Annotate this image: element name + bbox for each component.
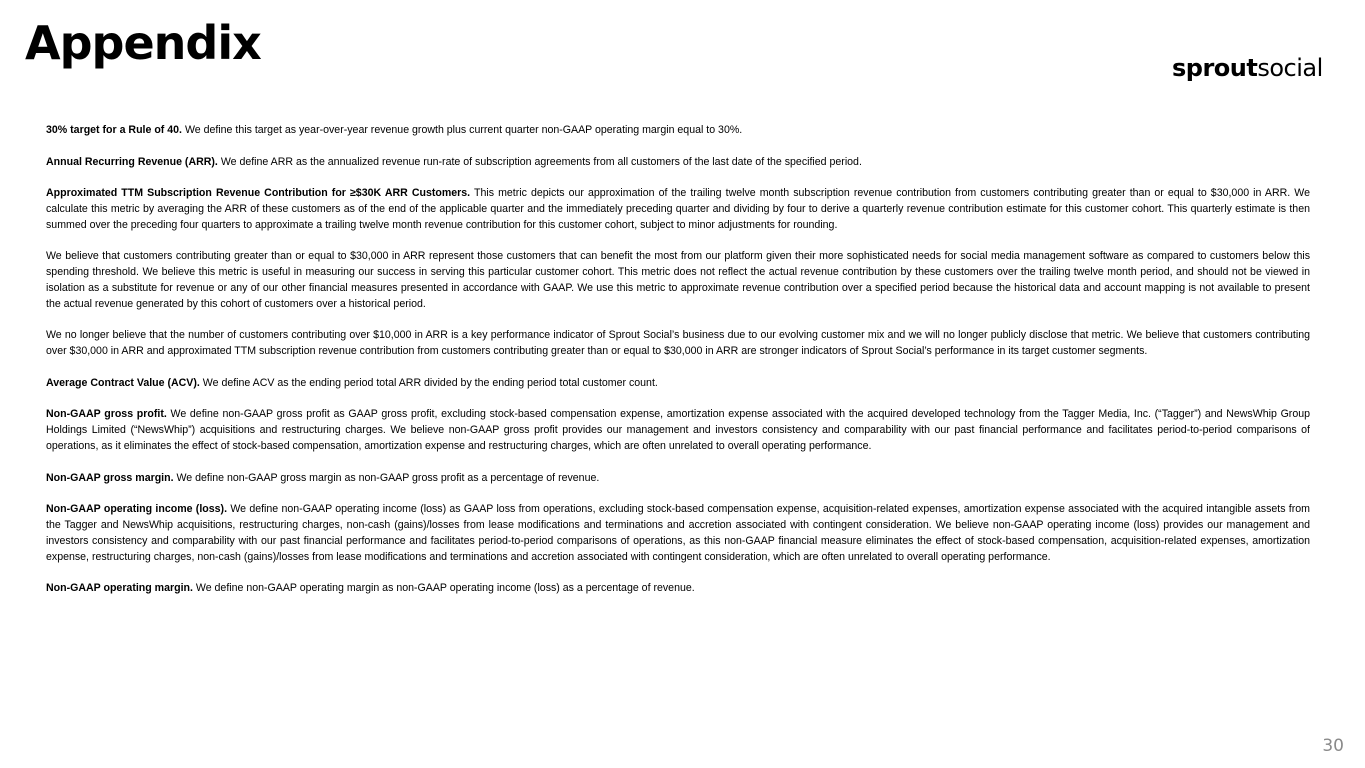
definition-text: This metric depicts our approximation of the trailing twelve month subscription revenue contribution from customers contributing greater than or equal to $30,000 in ARR. We calculate this metric by averaging the ARR of these customers as of the end of the applicable quarter and the immediately preceding quarter and dividing by four to derive a quarterly revenue contribution estimate for this customer cohort. This quarterly estimate is then summed over the preceding four quarters to approximate a trailing twelve month revenue contribution for this customer cohort, subject to minor adjustments for rounding. bbox=[46, 187, 1310, 231]
definition-term: Non-GAAP operating income (loss). bbox=[46, 503, 228, 516]
definition-term: Annual Recurring Revenue (ARR). bbox=[46, 155, 218, 168]
sprout-social-logo bbox=[1172, 56, 1323, 80]
definition-text: We define non-GAAP operating margin as non-GAAP operating income (loss) as a percentage of revenue. bbox=[192, 582, 695, 595]
definition-non-gaap-gross-margin bbox=[46, 471, 1310, 487]
definition-term: Average Contract Value (ACV). bbox=[46, 376, 200, 389]
definition-text: We no longer believe that the number of customers contributing over $10,000 in ARR is a key performance indicator of Sprout Social’s business due to our evolving customer mix and we will no longer publicly disclose that metric. We believe that customers contributing over $30,000 in ARR and approximated TTM subscription revenue contribution from customers contributing greater than or equal to $30,000 in ARR are stronger indicators of Sprout Social’s performance in its target customer segments. bbox=[46, 329, 1310, 358]
definition-text: We define ACV as the ending period total ARR divided by the ending period total customer count. bbox=[199, 376, 658, 389]
definition-rule-of-40 bbox=[46, 123, 1310, 139]
definition-text: We define non-GAAP operating income (loss) as GAAP loss from operations, excluding stock-based compensation expense, acquisition-related expenses, amortization expense associated with the acquired intangible assets from the Tagger and NewsWhip acquisitions, restructuring charges, non-cash (gains)/losses from lease modifications and terminations and accretion associated with contingent consideration. We believe non-GAAP operating income (loss) provides our management and investors consistency and comparability with our past financial performance and facilitates period-to-period comparisons of operations, as this non-GAAP financial measure eliminates the effect of stock-based compensation, acquisition-related expenses, amortization expense, restructuring charges, non-cash (gains)/losses from lease modifications and terminations and accretion associated with contingent consideration, which are often unrelated to overall operating performance. bbox=[46, 503, 1310, 563]
definition-ttm-revenue-contribution bbox=[46, 186, 1310, 233]
definition-text: We believe that customers contributing greater than or equal to $30,000 in ARR represent those customers that can benefit the most from our platform given their more sophisticated needs for social media management software as compared to customers below this spending threshold. We believe this metric is useful in measuring our success in serving this particular customer cohort. This metric does not reflect the actual revenue contribution by these customers over the trailing twelve month period, and should not be viewed in isolation as a substitute for revenue or any of our other financial measures presented in accordance with GAAP. We use this metric to approximate revenue contribution over a specified period because the historical data and account mapping is not available to present the actual revenue generated by this cohort of customers over a historical period. bbox=[46, 250, 1310, 310]
paragraph-10k-customers bbox=[46, 328, 1310, 360]
definition-non-gaap-operating-margin bbox=[46, 581, 1310, 597]
definition-acv bbox=[46, 376, 1310, 392]
definition-text: We define this target as year-over-year revenue growth plus current quarter non-GAAP operating margin equal to 30%. bbox=[182, 124, 743, 136]
slide-title: Appendix bbox=[25, 16, 261, 70]
definition-arr bbox=[46, 155, 1310, 171]
definition-term: Non-GAAP gross profit. bbox=[46, 408, 167, 421]
definition-non-gaap-operating-income bbox=[46, 502, 1310, 565]
definition-text: We define non-GAAP gross profit as GAAP gross profit, excluding stock-based compensation expense, amortization expense associated with the acquired developed technology from the Tagger Media, Inc. (“Tagger”) and NewsWhip Group Holdings Limited (“NewsWhip”) acquisitions and restructuring charges. We believe non-GAAP gross profit provides our management and investors consistency and comparability with our past financial performance and facilitates period-to-period comparisons of operations, as it eliminates the effect of stock-based compensation, amortization expense and restructuring charges, which are often unrelated to overall operating performance. bbox=[46, 408, 1311, 452]
logo-social: social bbox=[1257, 54, 1323, 82]
logo-sprout: sprout bbox=[1172, 54, 1258, 82]
definition-text: We define ARR as the annualized revenue run-rate of subscription agreements from all customers of the last date of the specified period. bbox=[217, 155, 862, 168]
definition-term: 30% target for a Rule of 40. bbox=[46, 124, 182, 136]
definition-text: We define non-GAAP gross margin as non-GAAP gross profit as a percentage of revenue. bbox=[173, 471, 600, 484]
paragraph-30k-customers bbox=[46, 249, 1310, 312]
definition-term: Approximated TTM Subscription Revenue Contribution for ≥$30K ARR Customers. bbox=[46, 187, 471, 200]
page-number: 30 bbox=[1322, 736, 1344, 756]
definitions-list bbox=[46, 123, 1310, 613]
definition-term: Non-GAAP operating margin. bbox=[46, 582, 193, 595]
definition-non-gaap-gross-profit bbox=[46, 407, 1310, 454]
definition-term: Non-GAAP gross margin. bbox=[46, 471, 174, 484]
